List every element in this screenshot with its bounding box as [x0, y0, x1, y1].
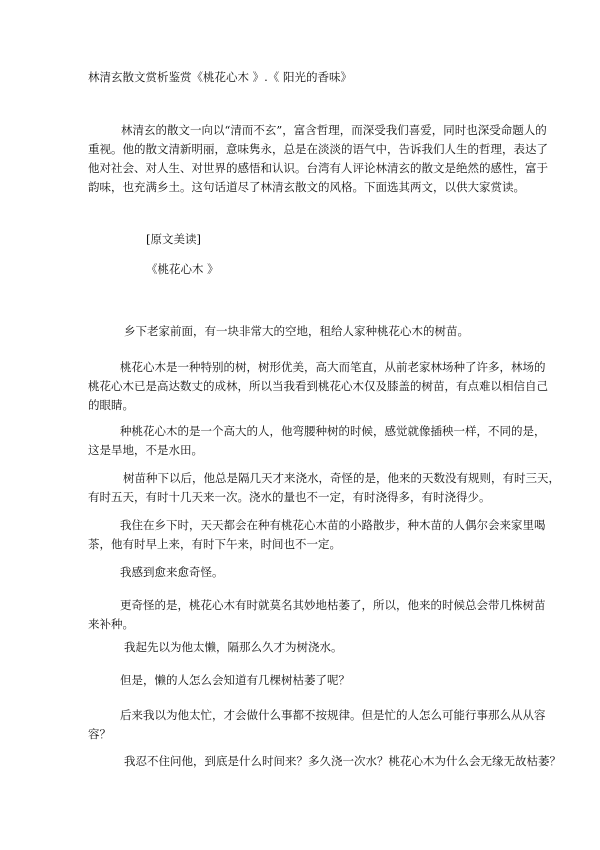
document-title: 林清玄散文赏析鉴赏《桃花心木 》.《 阳光的香味》 [88, 70, 352, 84]
paragraph-line: 桃花心木已是高达数丈的成林，所以当我看到桃花心木仅及膝盖的树苗，有点难以相信自己 [88, 379, 548, 393]
paragraph-line: 这是旱地，不是水田。 [88, 443, 203, 457]
paragraph-line: 桃花心木是一种特别的树，树形优美，高大而笔直，从前老家林场种了许多，林场的 [120, 360, 546, 374]
intro-line: 韵味，也充满乡土。这句话道尽了林清玄散文的风格。下面选其两文，以供大家赏读。 [88, 180, 525, 194]
essay-paragraph [124, 638, 343, 657]
essay-paragraph [120, 563, 224, 582]
essay-paragraph [124, 322, 469, 341]
paragraph-line: 容？ [88, 727, 111, 741]
essay-paragraph [88, 469, 560, 507]
essay-paragraph [88, 596, 546, 634]
essay-paragraph [124, 752, 561, 771]
paragraph-line: 我起先以为他太懒，隔那么久才为树浇水。 [124, 640, 343, 654]
paragraph-line: 后来我以为他太忙，才会做什么事都不按规律。但是忙的人怎么可能行事那么从从容 [120, 708, 546, 722]
paragraph-line: 的眼睛。 [88, 398, 134, 412]
paragraph-line: 但是，懒的人怎么会知道有几棵树枯萎了呢？ [120, 673, 350, 687]
paragraph-line: 有时五天，有时十几天来一次。浇水的量也不一定，有时浇得多，有时浇得少。 [88, 490, 491, 504]
paragraph-line: 乡下老家前面，有一块非常大的空地，租给人家种桃花心木的树苗。 [124, 324, 469, 338]
paragraph-line: 我感到愈来愈奇怪。 [120, 565, 224, 579]
paragraph-line: 来补种。 [88, 617, 134, 631]
essay-paragraph [88, 706, 546, 744]
paragraph-line: 我住在乡下时，天天都会在种有桃花心木苗的小路散步，种木苗的人偶尔会来家里喝 [120, 518, 546, 532]
paragraph-line: 树苗种下以后，他总是隔几天才来浇水，奇怪的是，他来的天数没有规则，有时三天， [123, 471, 560, 485]
essay-paragraph [88, 358, 548, 415]
section-label: [原文美读] [146, 232, 201, 246]
essay-paragraph [120, 671, 350, 690]
intro-paragraph [88, 121, 548, 197]
intro-line: 他对社会、对人生、对世界的感悟和认识。台湾有人评论林清玄的散文是绝然的感性，富于 [88, 161, 548, 175]
paragraph-line: 种桃花心木的是一个高大的人，他弯腰种树的时候，感觉就像插秧一样，不同的是， [120, 424, 546, 438]
paragraph-line: 更奇怪的是，桃花心木有时就莫名其妙地枯萎了，所以，他来的时候总会带几株树苗 [120, 598, 546, 612]
intro-line: 重视。他的散文清新明丽，意味隽永，总是在淡淡的语气中，告诉我们人生的哲理，表达了 [88, 142, 548, 156]
essay-paragraph [88, 422, 546, 460]
intro-line: 林清玄的散文一向以“清而不玄”，富含哲理，而深受我们喜爱，同时也深受命题人的 [121, 123, 547, 137]
paragraph-line: 我忍不住问他，到底是什么时间来？多久浇一次水？桃花心木为什么会无缘无故枯萎？ [124, 754, 561, 768]
essay-paragraph [88, 516, 546, 554]
essay-title: 《桃花心木 》 [146, 262, 219, 276]
paragraph-line: 茶，他有时早上来，有时下午来，时间也不一定。 [88, 537, 341, 551]
